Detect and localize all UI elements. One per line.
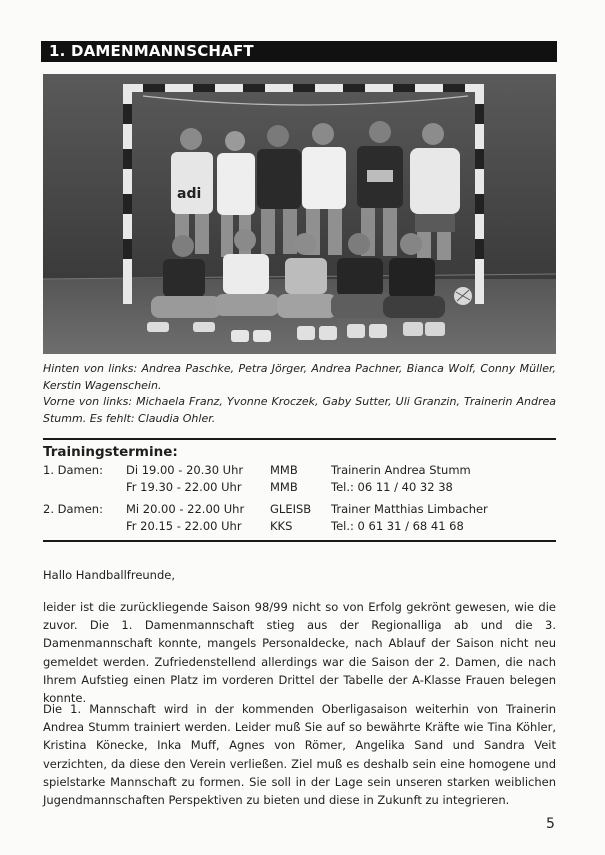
training-venue: GLEISB <box>270 502 312 516</box>
team-photo-image <box>43 74 556 354</box>
training-venue: KKS <box>270 519 293 533</box>
jersey-text: adi <box>177 186 202 202</box>
training-team: 2. Damen: <box>43 502 103 516</box>
training-time: Mi 20.00 - 22.00 Uhr <box>126 502 245 516</box>
training-contact: Trainer Matthias Limbacher <box>331 502 488 516</box>
article-paragraph: leider ist die zurückliegende Saison 98/99 nicht so von Erfolg gekrönt gewesen, wie die zuvor. Die 1. Damenmannschaft stieg aus der Regionalliga ab und die 3. Damenmannschaft konnte, mangels Personaldecke, nach Ablauf der Saison nicht neu gemeldet werden. Zufriedenstellend allerdings war die Saison der 2. Damen, die nach Ihrem Aufstieg einen Platz im vorderen Drittel der Tabelle der A-Klasse Frauen belegen konnte. <box>43 600 556 706</box>
training-contact: Tel.: 06 11 / 40 32 38 <box>331 480 453 494</box>
training-venue: MMB <box>270 480 298 494</box>
divider-top <box>43 438 556 440</box>
caption-front-row: Vorne von links: Michaela Franz, Yvonne Kroczek, Gaby Sutter, Uli Granzin, Trainerin Andrea Stumm. Es fehlt: Claudia Ohler. <box>43 395 556 425</box>
training-venue: MMB <box>270 463 298 477</box>
training-time: Fr 20.15 - 22.00 Uhr <box>126 519 242 533</box>
divider-bottom <box>43 540 556 542</box>
team-photo <box>43 74 556 354</box>
training-time: Fr 19.30 - 22.00 Uhr <box>126 480 242 494</box>
training-time: Di 19.00 - 20.30 Uhr <box>126 463 244 477</box>
training-heading: Trainingstermine: <box>43 444 178 460</box>
article-paragraph: Die 1. Mannschaft wird in der kommenden Oberligasaison weiterhin von Trainerin Andrea Stumm trainiert werden. Leider muß Sie auf so bewährte Kräfte wie Tina Köhler, Kristina Könecke, Inka Muff, Agnes von Römer, Angelika Sand und Sandra Veit verzichten, da diese den Verein verließen. Ziel muß es deshalb sein eine homogene und spielstarke Mannschaft zu formen. Sie soll in der Lage sein unseren starken weiblichen Jugendmannschaften Perspektiven zu bieten und diese in Zukunft zu integrieren. <box>43 702 556 808</box>
training-team: 1. Damen: <box>43 463 103 477</box>
photo-caption <box>43 361 556 427</box>
page-number: 5 <box>546 816 555 832</box>
section-title: 1. DAMENMANNSCHAFT <box>41 41 557 62</box>
article-greeting: Hallo Handballfreunde, <box>43 568 176 582</box>
training-contact: Trainerin Andrea Stumm <box>331 463 471 477</box>
caption-back-row: Hinten von links: Andrea Paschke, Petra Jörger, Andrea Pachner, Bianca Wolf, Conny Müller, Kerstin Wagenschein. <box>43 362 556 392</box>
training-contact: Tel.: 0 61 31 / 68 41 68 <box>331 519 464 533</box>
